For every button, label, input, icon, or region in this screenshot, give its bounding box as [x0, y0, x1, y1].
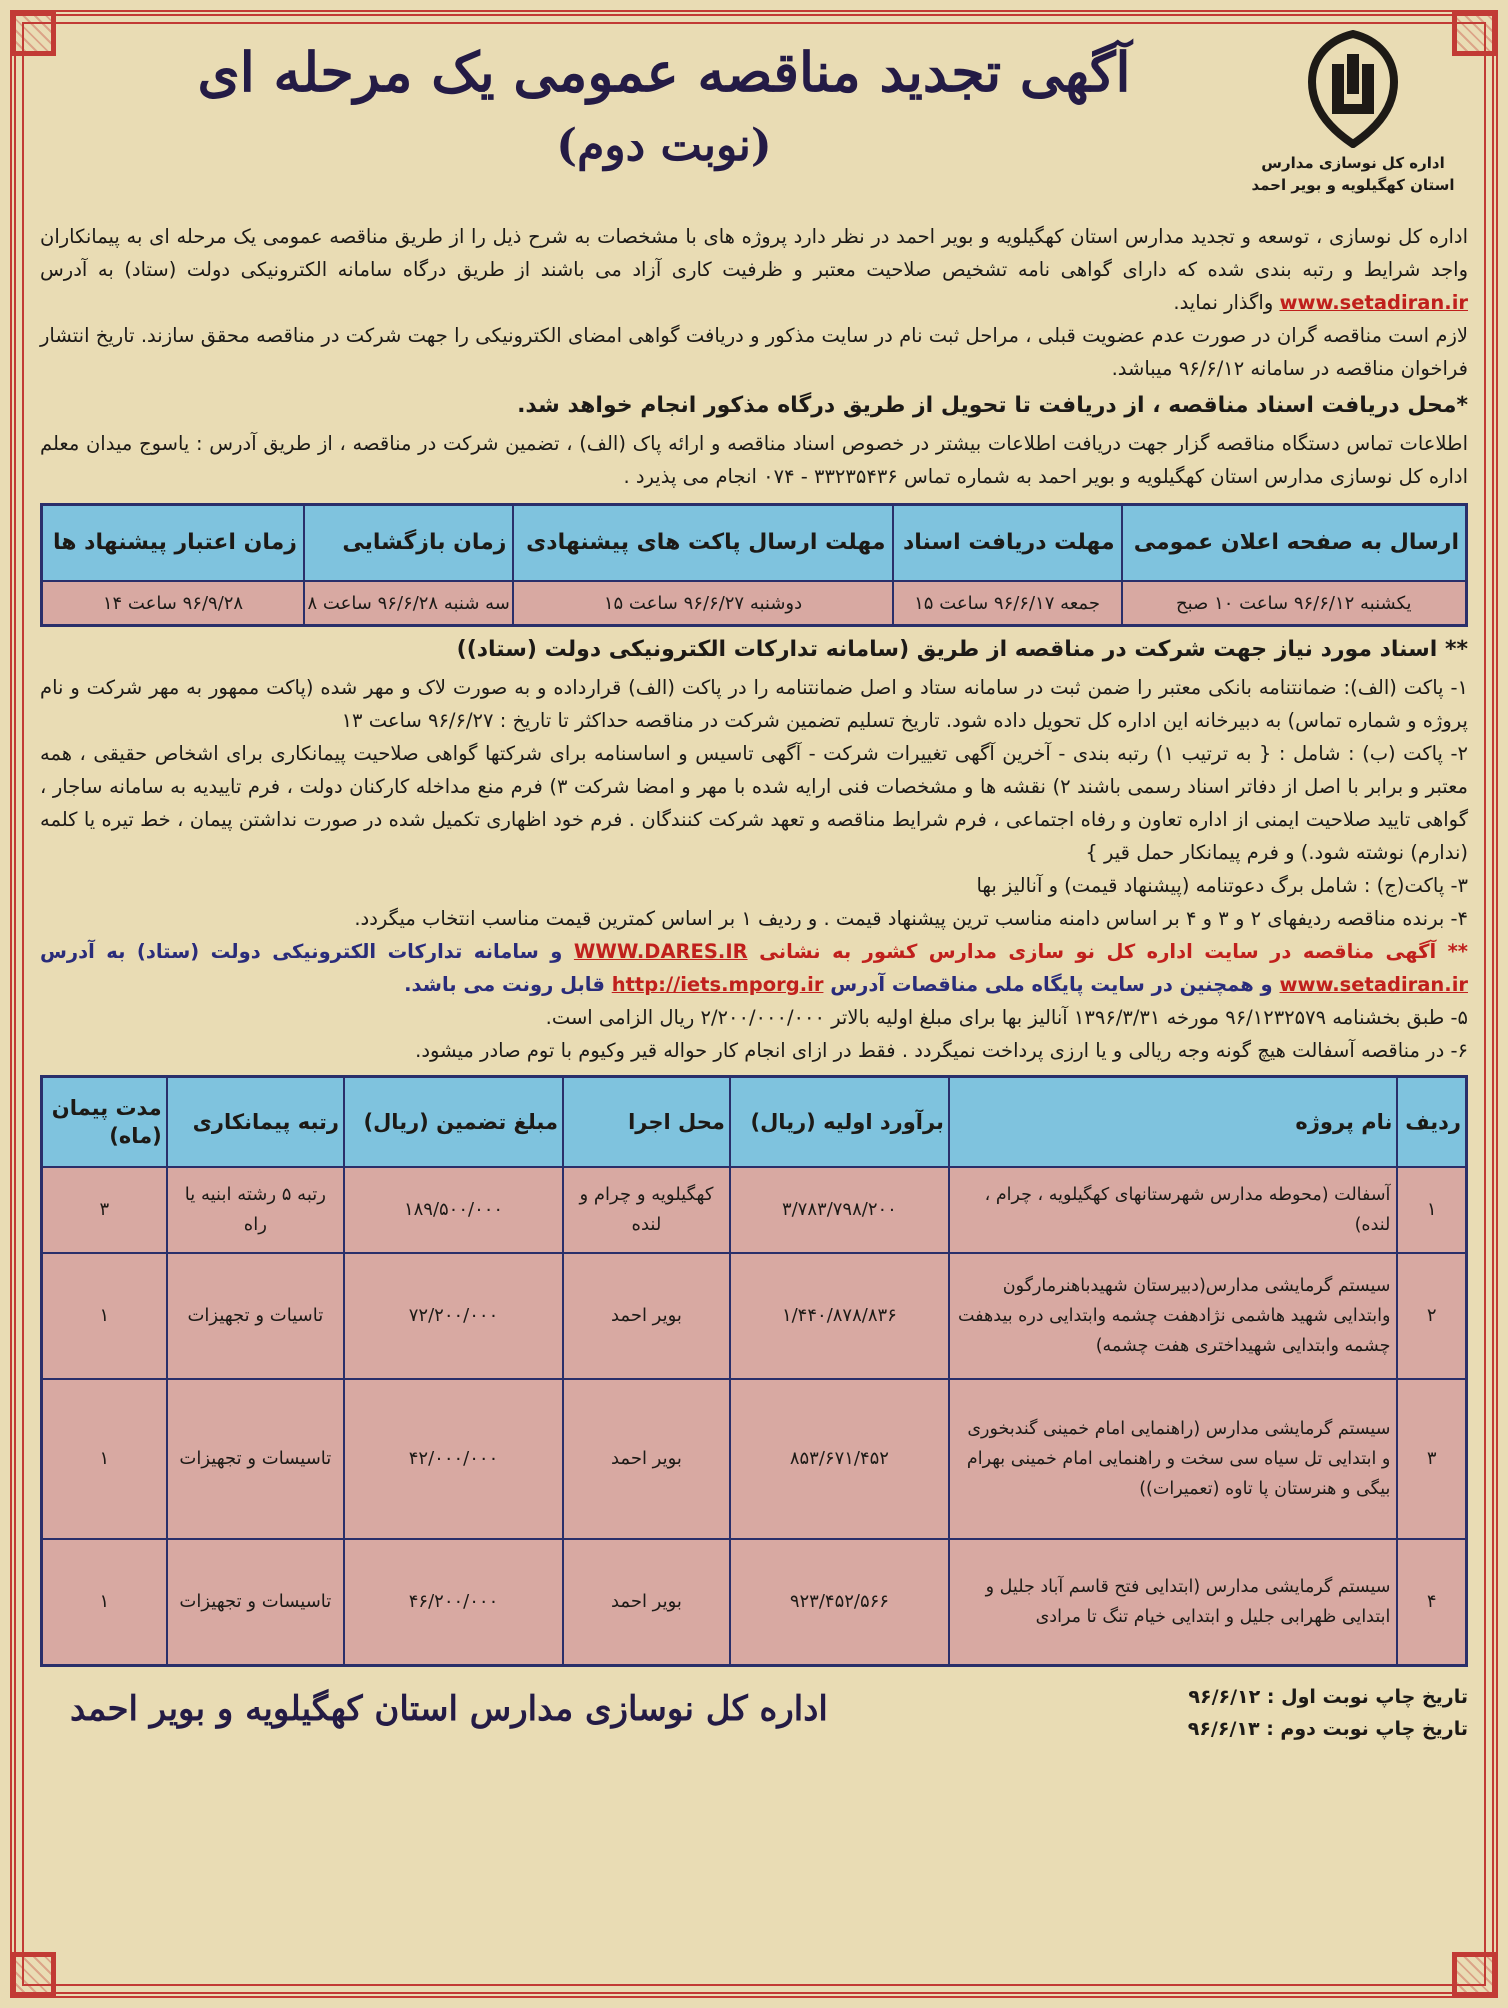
project-guarantee: ۴۶/۲۰۰/۰۰۰: [344, 1539, 563, 1665]
project-duration: ۱: [42, 1253, 167, 1379]
intro-text-a: اداره کل نوسازی ، توسعه و تجدید مدارس استان کهگیلویه و بویر احمد در نظر دارد پروژه های با مشخصات به شرح ذیل را از طریق مناقصه عمومی یک مرحله ای به پیمانکاران واجد شرایط و رتبه بندی شده که دارای گواهی نامه تشخیص صلاحیت معتبر و ظرفیت کاری آزاد می باشند از طریق درگاه سامانه الکترونیکی دولت (ستاد) به آدرس: [40, 225, 1468, 281]
doc-item-3: ۳- پاکت(ج) : شامل برگ دعوتنامه (پیشنهاد قیمت) و آنالیز بها: [976, 874, 1468, 897]
publication-note: [40, 935, 1468, 1001]
org-name-line1: اداره کل نوسازی مدارس: [1261, 154, 1445, 172]
table-row: [42, 1539, 1467, 1665]
publication-text-c: و همچنین در سایت پایگاه ملی مناقصات آدرس: [830, 973, 1273, 996]
registration-paragraph: لازم است مناقصه گران در صورت عدم عضویت قبلی ، مراحل ثبت نام در سایت مذکور و دریافت گواهی امضای الکترونیکی را جهت شرکت در مناقصه محقق سازند. تاریخ انتشار فراخوان مناقصه در سامانه ۹۶/۶/۱۲ میباشد.: [40, 324, 1468, 380]
row-number: ۳: [1397, 1379, 1466, 1539]
page-subtitle: (نوبت دوم): [556, 120, 772, 171]
schedule-cell: یکشنبه ۹۶/۶/۱۲ ساعت ۱۰ صبح: [1122, 581, 1467, 626]
project-guarantee: ۴۲/۰۰۰/۰۰۰: [344, 1379, 563, 1539]
intro-text-b: واگذار نماید.: [1173, 291, 1274, 314]
project-name: آسفالت (محوطه مدارس شهرستانهای کهگیلویه ، چرام ، لنده): [949, 1167, 1397, 1253]
schedule-header: زمان بازگشایی: [304, 505, 514, 582]
project-grade: تاسیات و تجهیزات: [167, 1253, 344, 1379]
project-location: بویر احمد: [563, 1253, 730, 1379]
projects-header: رتبه پیمانکاری: [167, 1077, 344, 1168]
doc-item-5: ۵- طبق بخشنامه ۹۶/۱۲۳۲۵۷۹ مورخه ۱۳۹۶/۳/۳۱ آنالیز بها برای مبلغ اولیه بالاتر ۲/۲۰۰/۰۰۰/۰۰۰ ریال الزامی است.: [545, 1006, 1468, 1029]
footer-organization: اداره کل نوسازی مدارس استان کهگیلویه و بویر احمد: [70, 1688, 828, 1729]
row-number: ۴: [1397, 1539, 1466, 1665]
project-duration: ۳: [42, 1167, 167, 1253]
row-number: ۲: [1397, 1253, 1466, 1379]
doc-item-2: ۲- پاکت (ب) : شامل : { به ترتیب ۱) رتبه بندی - آخرین آگهی تغییرات شرکت - آگهی تاسیس و اساسنامه برای شرکتها گواهی صلاحیت پیمانکاری برای اشخاص حقیقی ، همه معتبر و برابر با اصل از دفاتر اسناد رسمی باشند ۲) نقشه ها و مشخصات فنی ارایه شده با مهر و امضا شرکت ۳) فرم منع مداخله کارکنان دولت ، فرم تاییدیه به سامانه ساجار ، گواهی تایید صلاحیت ایمنی از اداره تعاون و رفاه اجتماعی ، فرم شرایط مناقصه و تعهد شرکت کنندگان . فرم خود اظهاری تکمیل شده در صورت نداشتن پیمان ، خط تیره یا کلمه (ندارم) نوشته شود.) و فرم پیمانکار حمل قیر }: [40, 742, 1469, 864]
print-dates: [1188, 1681, 1468, 1745]
schedule-value-row: [42, 581, 1467, 626]
required-documents-heading: ** اسناد مورد نیاز جهت شرکت در مناقصه از طریق (سامانه تدارکات الکترونیکی دولت (ستاد)): [456, 637, 1468, 662]
publication-text-d: قابل رونت می باشد.: [404, 973, 605, 996]
project-guarantee: ۷۲/۲۰۰/۰۰۰: [344, 1253, 563, 1379]
project-name: سیستم گرمایشی مدارس (ابتدایی فتح قاسم آباد جلیل و ابتدایی ظهرابی جلیل و ابتدایی خیام تنگ تا مرادی: [949, 1539, 1397, 1665]
schedule-cell: دوشنبه ۹۶/۶/۲۷ ساعت ۱۵: [513, 581, 892, 626]
projects-header-row: [42, 1077, 1467, 1168]
organization-logo-icon: [1298, 30, 1408, 148]
row-number: ۱: [1397, 1167, 1466, 1253]
schedule-header: مهلت دریافت اسناد: [893, 505, 1122, 582]
doc-item-1: ۱- پاکت (الف): ضمانتنامه بانکی معتبر را ضمن ثبت در سامانه ستاد و اصل ضمانتنامه را در پاکت (الف) قرارداده و به صورت لاک و مهر شده (پاکت ممهور به مهر شرکت و نام پروژه و شماره تماس) به دبیرخانه این اداره کل تحویل داده شود. تاریخ تسلیم تضمین شرکت در مناقصه حداکثر تا تاریخ : ۹۶/۶/۲۷ ساعت ۱۳: [40, 676, 1468, 732]
project-estimate: ۹۲۳/۴۵۲/۵۶۶: [730, 1539, 949, 1665]
projects-header: مدت پیمان (ماه): [42, 1077, 167, 1168]
project-location: کهگیلویه و چرام و لنده: [563, 1167, 730, 1253]
schedule-table: [40, 503, 1468, 627]
contact-paragraph: اطلاعات تماس دستگاه مناقصه گزار جهت دریافت اطلاعات بیشتر در خصوص اسناد مناقصه و ارائه پاک (الف) ، تضمین شرکت در مناقصه ، از طریق آدرس : یاسوج میدان معلم اداره کل نوسازی مدارس استان کهگیلویه و بویر احمد به شماره تماس ۳۳۲۳۵۴۳۶ - ۰۷۴ انجام می پذیرد .: [40, 432, 1468, 488]
project-duration: ۱: [42, 1379, 167, 1539]
header: [40, 30, 1468, 220]
project-estimate: ۳/۷۸۳/۷۹۸/۲۰۰: [730, 1167, 949, 1253]
schedule-header: ارسال به صفحه اعلان عمومی: [1122, 505, 1467, 582]
project-grade: رتبه ۵ رشته ابنیه یا راه: [167, 1167, 344, 1253]
schedule-header: زمان اعتبار پیشنهاد ها: [42, 505, 304, 582]
dares-link[interactable]: WWW.DARES.IR: [573, 940, 748, 963]
projects-table: [40, 1075, 1468, 1667]
table-row: [42, 1379, 1467, 1539]
publication-text-a: ** آگهی مناقصه در سایت اداره کل نو سازی مدارس کشور به نشانی: [759, 940, 1468, 963]
project-grade: تاسیسات و تجهیزات: [167, 1539, 344, 1665]
project-guarantee: ۱۸۹/۵۰۰/۰۰۰: [344, 1167, 563, 1253]
doc-item-4: ۴- برنده مناقصه ردیفهای ۲ و ۳ و ۴ بر اساس دامنه مناسب ترین پیشنهاد قیمت . و ردیف ۱ بر اساس کمترین قیمت مناسب انتخاب میگردد.: [354, 907, 1468, 930]
publication-text-b: و سامانه تدارکات الکترونیکی دولت (ستاد) به آدرس: [40, 940, 563, 963]
schedule-header: مهلت ارسال پاکت های پیشنهادی: [513, 505, 892, 582]
organization-block: [1238, 30, 1468, 196]
projects-header: نام پروژه: [949, 1077, 1397, 1168]
schedule-header-row: [42, 505, 1467, 582]
project-location: بویر احمد: [563, 1379, 730, 1539]
schedule-cell: ۹۶/۹/۲۸ ساعت ۱۴: [42, 581, 304, 626]
table-row: [42, 1253, 1467, 1379]
project-name: سیستم گرمایشی مدارس (راهنمایی امام خمینی گندبخوری و ابتدایی تل سیاه سی سخت و راهنمایی امام خمینی بهرام بیگی و هنرستان پا تاوه (تعمیرات)): [949, 1379, 1397, 1539]
project-grade: تاسیسات و تجهیزات: [167, 1379, 344, 1539]
second-print-date: تاریخ چاپ نوبت دوم : ۹۶/۶/۱۳: [1187, 1717, 1468, 1740]
projects-header: برآورد اولیه (ریال): [730, 1077, 949, 1168]
project-estimate: ۱/۴۴۰/۸۷۸/۸۳۶: [730, 1253, 949, 1379]
project-estimate: ۸۵۳/۶۷۱/۴۵۲: [730, 1379, 949, 1539]
iets-link[interactable]: http://iets.mporg.ir: [611, 973, 824, 996]
footer: [40, 1681, 1468, 1751]
table-row: [42, 1167, 1467, 1253]
project-location: بویر احمد: [563, 1539, 730, 1665]
schedule-cell: سه شنبه ۹۶/۶/۲۸ ساعت ۸: [304, 581, 514, 626]
intro-paragraph: [40, 220, 1468, 319]
document-location-heading: *محل دریافت اسناد مناقصه ، از دریافت تا تحویل از طریق درگاه مذکور انجام خواهد شد.: [517, 393, 1468, 418]
first-print-date: تاریخ چاپ نوبت اول : ۹۶/۶/۱۲: [1188, 1685, 1468, 1708]
org-name-line2: استان کهگیلویه و بویر احمد: [1251, 176, 1455, 194]
projects-header: محل اجرا: [563, 1077, 730, 1168]
projects-header: مبلغ تضمین (ریال): [344, 1077, 563, 1168]
project-duration: ۱: [42, 1539, 167, 1665]
doc-item-6: ۶- در مناقصه آسفالت هیچ گونه وجه ریالی و یا ارزی پرداخت نمیگردد . فقط در ازای انجام کار حواله قیر وکیوم با توم صادر میشود.: [415, 1039, 1468, 1062]
page-title: آگهی تجدید مناقصه عمومی یک مرحله ای: [197, 40, 1131, 104]
project-name: سیستم گرمایشی مدارس(دبیرستان شهیدباهنرمارگون وابتدایی شهید هاشمی نژادهفت چشمه وابتدایی دره بیدهفت چشمه وابتدایی شهیداختری هفت چشمه): [949, 1253, 1397, 1379]
schedule-cell: جمعه ۹۶/۶/۱۷ ساعت ۱۵: [893, 581, 1122, 626]
setadiran-link[interactable]: www.setadiran.ir: [1279, 291, 1468, 314]
ad-content: [40, 30, 1468, 1980]
setadiran-link-2[interactable]: www.setadiran.ir: [1279, 973, 1468, 996]
projects-header: ردیف: [1397, 1077, 1466, 1168]
